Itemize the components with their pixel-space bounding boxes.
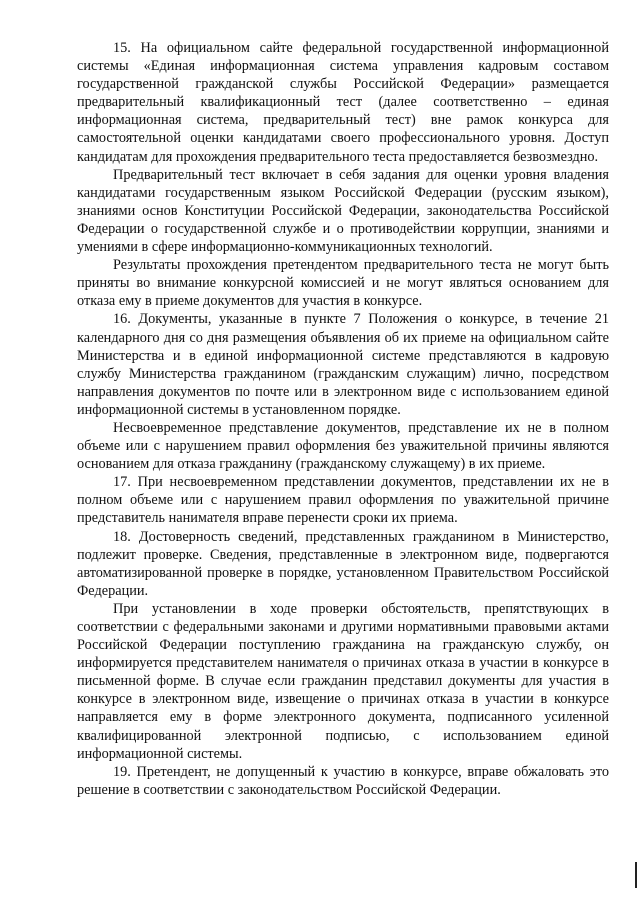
scan-edge-mark xyxy=(635,862,637,888)
paragraph-test-results: Результаты прохождения претендентом предварительного теста не могут быть приняты во внимание конкурсной комиссией и не могут являться основанием для отказа ему в приеме документов для участия в конкурсе. xyxy=(77,257,609,310)
paragraph-untimely-submission: Несвоевременное представление документов, представление их не в полном объеме или с нарушением правил оформления без уважительной причины являются основанием для отказа гражданину (гражданскому служащему) в их приеме. xyxy=(77,419,609,473)
paragraph-verification-refusal: При установлении в ходе проверки обстоятельств, препятствующих в соответствии с федеральными законами и другими нормативными правовыми актами Российской Федерации поступлению гражданина на гражданскую службу, он информируется представителем нанимателя о причинах отказа в участии в конкурсе в письменной форме. В случае если гражданин представил документы для участия в конкурсе в электронном виде, извещение о причинах отказа в участии в конкурсе направляется ему в форме электронного документа, подписанного усиленной квалифицированной электронной подписью, с использованием единой информационной системы. xyxy=(77,600,609,762)
paragraph-16: 16. Документы, указанные в пункте 7 Положения о конкурсе, в течение 21 календарного дня со дня размещения объявления об их приеме на официальном сайте Министерства и в единой информационной системе представляются в кадровую службу Министерства гражданином (гражданским служащим) лично, посредством направления документов по почте или в электронном виде с использованием единой информационной системы в установленном порядке. xyxy=(77,311,609,418)
paragraph-test-content: Предварительный тест включает в себя задания для оценки уровня владения кандидатами государственным языком Российской Федерации (русским языком), знаниями основ Конституции Российской Федерации, законодательства Российской Федерации о государственной службе и о противодействии коррупции, знаниями и умениями в сфере информационно-коммуникационных технологий. xyxy=(77,166,609,256)
document-body xyxy=(77,39,609,799)
paragraph-17: 17. При несвоевременном представлении документов, представлении их не в полном объеме или с нарушением правил оформления по уважительной причине представитель нанимателя вправе перенести сроки их приема. xyxy=(77,474,609,527)
paragraph-15: 15. На официальном сайте федеральной государственной информационной системы «Единая информационная система управления кадровым составом государственной гражданской службы Российской Федерации» размещается предварительный квалификационный тест (далее соответственно – единая информационная система, предварительный тест) вне рамок конкурса для самостоятельной оценки кандидатами своего профессионального уровня. Доступ кандидатам для прохождения предварительного теста предоставляется безвозмездно. xyxy=(77,40,609,165)
paragraph-19: 19. Претендент, не допущенный к участию в конкурсе, вправе обжаловать это решение в соответствии с законодательством Российской Федерации. xyxy=(77,763,609,798)
paragraph-18: 18. Достоверность сведений, представленных гражданином в Министерство, подлежит проверке. Сведения, представленные в электронном виде, подвергаются автоматизированной проверке в порядке, установленном Правительством Российской Федерации. xyxy=(77,528,609,599)
